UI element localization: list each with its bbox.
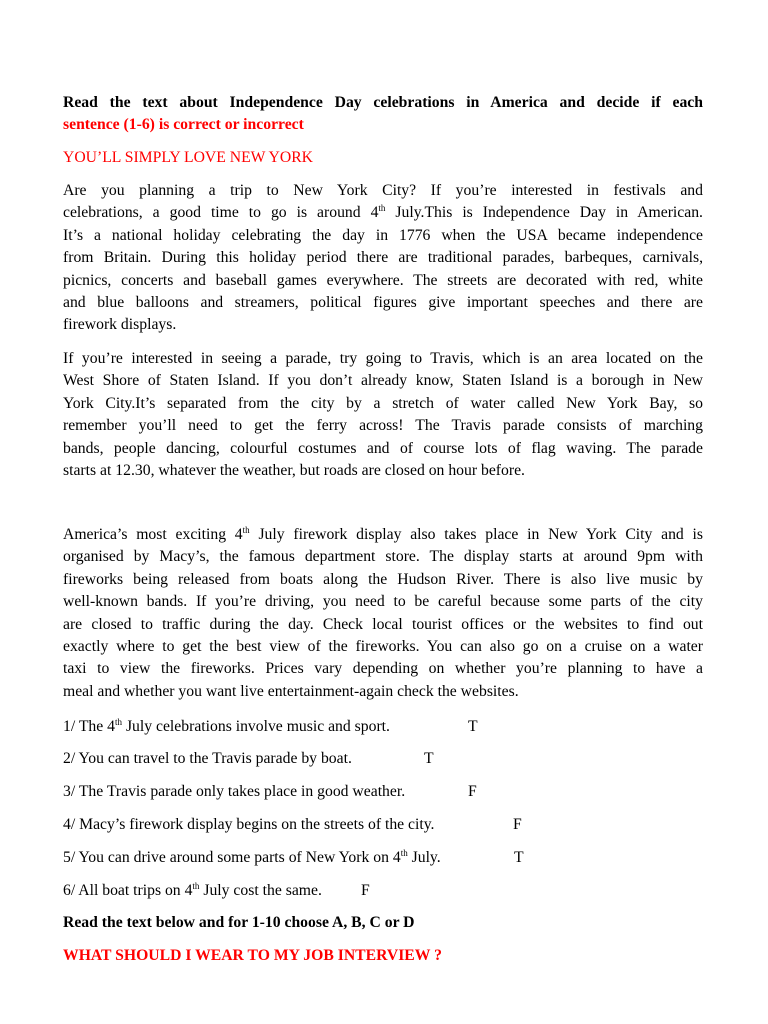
p2-line-6: starts at 12.30, whatever the weather, but roads are closed on hour before. <box>63 462 525 480</box>
answer-4: F <box>513 816 522 833</box>
question-3 <box>63 781 405 803</box>
answer-3: F <box>468 783 477 800</box>
p2-line-3: York City.It’s separated from the city by a stretch of water called New York Bay, so <box>63 394 703 412</box>
p3-line-5: are closed to traffic during the day. Check local tourist offices or the websites to find out <box>63 615 703 633</box>
question-4 <box>63 814 434 836</box>
p3-line-1-text-b: July firework display also takes place in New York City and is <box>249 526 703 543</box>
question-text: 4/ Macy’s firework display begins on the streets of the city. <box>63 816 435 833</box>
p3-line-1-text: America’s most exciting 4 <box>63 526 243 543</box>
p1-line-1: Are you planning a trip to New York City? If you’re interested in festivals and <box>63 182 703 199</box>
section-instruction: Read the text below and for 1-10 choose A, B, C or D <box>63 914 415 931</box>
question-2 <box>63 748 352 770</box>
question-text: 3/ The Travis parade only takes place in good weather. <box>63 783 406 800</box>
question-text: 1/ The 4 <box>63 718 115 735</box>
paragraph-3 <box>63 524 703 703</box>
p2-line-4: remember you’ll need to get the ferry across! The Travis parade consists of marching <box>63 417 703 435</box>
p1-line-5: picnics, concerts and baseball games everywhere. The streets are decorated with red, white <box>63 271 703 289</box>
question-text-b: July celebrations involve music and sport. <box>122 718 390 735</box>
p3-line-2: organised by Macy’s, the famous department store. The display starts at around 9pm with <box>63 548 703 566</box>
ordinal-suffix: th <box>242 525 250 535</box>
paragraph-1 <box>63 180 703 337</box>
paragraph-2 <box>63 348 703 482</box>
question-text: 2/ You can travel to the Travis parade by boat. <box>63 750 352 767</box>
section-title: WHAT SHOULD I WEAR TO MY JOB INTERVIEW ? <box>63 947 442 964</box>
ordinal-suffix: th <box>400 848 408 858</box>
p1-line-6: and blue balloons and streamers, political figures give important speeches and there are <box>63 294 703 312</box>
question-text: 6/ All boat trips on 4 <box>63 882 193 899</box>
question-text: 5/ You can drive around some parts of New York on 4 <box>63 849 401 866</box>
answer-1: T <box>468 718 478 735</box>
question-text-b: July cost the same. <box>199 882 322 899</box>
instruction-heading <box>63 92 703 137</box>
answer-2: T <box>424 750 434 767</box>
question-5 <box>63 847 441 869</box>
p2-line-5: bands, people dancing, colourful costumes and of course lots of flag waving. The parade <box>63 439 703 457</box>
p3-line-3: fireworks being released from boats along the Hudson River. There is also live music by <box>63 570 703 588</box>
instruction-line-1: Read the text about Independence Day celebrations in America and decide if each <box>63 94 703 111</box>
p1-line-4: from Britain. During this holiday period there are traditional parades, barbeques, carnivals, <box>63 249 703 267</box>
article-title: YOU’LL SIMPLY LOVE NEW YORK <box>63 149 313 166</box>
p1-line-3: It’s a national holiday celebrating the day in 1776 when the USA became independence <box>63 226 703 244</box>
answer-6: F <box>361 882 370 899</box>
question-6 <box>63 880 322 902</box>
instruction-line-2: sentence (1-6) is correct or incorrect <box>63 116 304 134</box>
p3-line-8: meal and whether you want live entertainment-again check the websites. <box>63 682 519 700</box>
p1-line-2-text: celebrations, a good time to go is around 4 <box>63 204 379 222</box>
ordinal-suffix: th <box>115 717 123 727</box>
ordinal-suffix: th <box>378 203 386 214</box>
p1-line-2 <box>63 202 703 224</box>
p3-line-1 <box>63 524 703 546</box>
p2-line-1: If you’re interested in seeing a parade, try going to Travis, which is an area located on the <box>63 350 703 367</box>
ordinal-suffix: th <box>192 881 200 891</box>
answer-5: T <box>514 849 524 866</box>
p1-line-7: firework displays. <box>63 316 177 334</box>
p3-line-4: well-known bands. If you’re driving, you need to be careful because some parts of the city <box>63 593 703 611</box>
p2-line-2: West Shore of Staten Island. If you don’t already know, Staten Island is a borough in New <box>63 372 703 390</box>
p3-line-7: taxi to view the fireworks. Prices vary depending on whether you’re planning to have a <box>63 660 703 678</box>
p3-line-6: exactly where to get the best view of the fireworks. You can also go on a cruise on a water <box>63 638 703 656</box>
p1-line-2-text-b: July.This is Independence Day in American. <box>385 204 703 222</box>
question-text-b: July. <box>407 849 441 866</box>
question-1 <box>63 716 390 738</box>
